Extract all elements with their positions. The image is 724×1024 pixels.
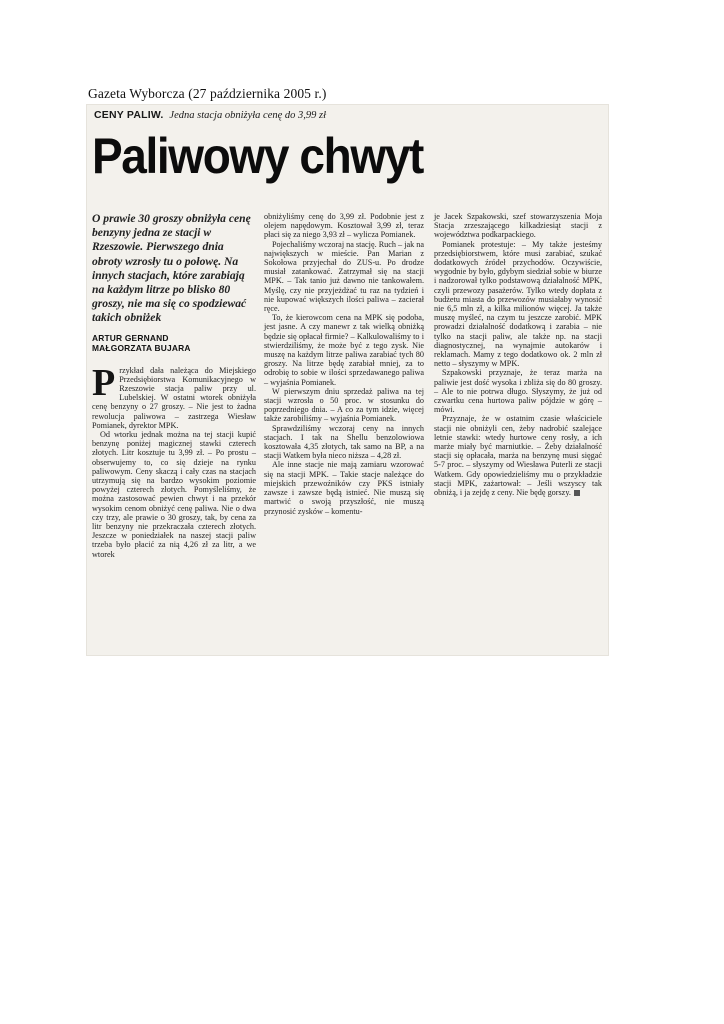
body-paragraph: Od wtorku jednak można na tej stacji kupić benzynę poniżej magicznej stawki czterech złotych. Litr kosztuje tu 3,99 zł. – Po prostu – obserwujemy to, co się dzieje na rynku paliwowym. Ceny skaczą i cały czas na stacjach utrzymują się na bardzo wysokim poziomie powyżej czterech złotych. Pomyśleliśmy, że można zastosować pewien chwyt i na przekór wysokim cenom obniżyć cenę paliwa. Nie o dwa czy trzy, ale prawie o 30 groszy, tak, by cena za litr benzyny nie przekraczała czterech złotych. Jeszcze w poniedziałek na naszej stacji paliw trzeba było płacić za nią 4,26 zł za litr, a we wtorek — [92, 430, 256, 559]
body-paragraph: Pojechaliśmy wczoraj na stację. Ruch – jak na największych w mieście. Pan Marian z Sokołowa przyjechał do ZUS-u. Po drodze musiał zatankować. Zatrzymał się na stacji MPK. – Tak tanio już dawno nie tankowałem. Myślę, czy nie przyjeżdżać tu raz na tydzień i nie kupować większych ilości paliwa – zacierał ręce. — [264, 239, 424, 314]
byline — [92, 333, 256, 353]
column-1 — [92, 212, 256, 559]
body-paragraph — [434, 414, 602, 497]
body-paragraph: Szpakowski przyznaje, że teraz marża na paliwie jest dość wysoka i zbliża się do 80 groszy. – Ale to nie potrwa długo. Słyszymy, że już od czwartku cena hurtowa paliw pójdzie w górę – mówi. — [434, 368, 602, 415]
section-label: CENY PALIW. — [94, 109, 164, 121]
body-paragraph: obniżyliśmy cenę do 3,99 zł. Podobnie jest z olejem napędowym. Kosztował 3,99 zł, teraz płaci się za niego 3,93 zł – wylicza Pomianek. — [264, 212, 424, 240]
body-paragraph: Pomianek protestuje: – My także jesteśmy przedsiębiorstwem, które musi zarabiać, szukać dodatkowych źródeł przychodów. Oczywiście, wygodnie by było, gdybym siedział sobie w biurze i nadzorował tylko podstawową działalność MPK, czyli przewozy pasażerów. Tylko wtedy dopłata z budżetu miasta do przewozów musiałaby wynosić nie 6,5 mln zł, a kilka milionów więcej. Ja także muszę myśleć, na czym tu jeszcze zarobić. MPK prowadzi działalność dodatkową i zarabia – nie tylko na stacji paliw, ale także np. na stacji diagnostycznej, na wynajmie autokarów i reklamach. Mamy z tego dodatkowo ok. 2 mln zł netto – słyszymy w MPK. — [434, 239, 602, 369]
end-of-article-mark — [574, 490, 580, 496]
kicker: Jedna stacja obniżyła cenę do 3,99 zł — [169, 110, 327, 121]
author-name: MAŁGORZATA BUJARA — [92, 342, 191, 353]
column-3 — [434, 212, 602, 497]
body-paragraph: je Jacek Szpakowski, szef stowarzyszenia Moja Stacja zrzeszającego kilkadziesiąt stacji z województwa podkarpackiego. — [434, 212, 602, 240]
body-paragraph: Ale inne stacje nie mają zamiaru wzorować się na stacji MPK. – Takie stacje należące do miejskich przewoźników czy PKS istniały zawsze i zawsze będą istnieć. Nie muszą się martwić o swoją przyszłość, nie muszą przynosić zysków – komentu- — [264, 460, 424, 516]
body-text: Przyznaje, że w ostatnim czasie właściciele stacji nie obniżyli cen, żeby nadrobić szalejące letnie stawki: wtedy hurtowe ceny rosły, a ich marże miały być marniutkie. – Żeby działalność stacji się opłacała, marża na benzynę musi sięgać 5-7 proc. – słyszymy od Wiesława Puterli ze stacji Watkem. Gdy opowiedzieliśmy mu o przykładzie stacji MPK, zażartował: – Jeśli wszyscy tak obniżą, i ja zejdę z ceny. Nie będę gorszy. — [434, 414, 602, 498]
body-paragraph: Sprawdziliśmy wczoraj ceny na innych stacjach. I tak na Shellu benzolowiowa kosztowała 4,35 złotych, tak samo na BP, a na stacji Watkem była nieco niższa – 4,28 zł. — [264, 423, 424, 461]
column-2 — [264, 212, 424, 516]
source-caption: Gazeta Wyborcza (27 października 2005 r.) — [88, 86, 327, 101]
author-name: ARTUR GERNAND — [92, 332, 169, 343]
drop-cap: P — [92, 361, 116, 404]
section-header — [94, 109, 599, 121]
lead-paragraph: O prawie 30 groszy obniżyła cenę benzyny jedna ze stacji w Rzeszowie. Pierwszego dnia obroty wzrosły tu o połowę. Na innych stacjach, które zarabiają na każdym litrze po blisko 80 groszy, nie ma się co spodziewać takich obniżek — [92, 212, 251, 325]
newspaper-clipping — [86, 104, 609, 656]
headline: Paliwowy chwyt — [92, 128, 423, 184]
body-paragraph: W pierwszym dniu sprzedaż paliwa na tej stacji wzrosła o 50 proc. w stosunku do poprzedniego dnia. – A co za tym idzie, więcej także zarobiliśmy – wyjaśnia Pomianek. — [264, 386, 424, 424]
body-paragraph: To, że kierowcom cena na MPK się podoba, jest jasne. A czy manewr z tak wielką obniżką będzie się opłacał firmie? – Kalkulowaliśmy to i stwierdziliśmy, że może być z tego zysk. Nie muszę na każdym litrze paliwa zarabiać tych 80 groszy. Na litrze będę zarabiał mniej, za to odrobię to sobie w ilości sprzedawanego paliwa – wyjaśnia Pomianek. — [264, 313, 424, 387]
body-paragraph: rzykład dała należąca do Miejskiego Przedsiębiorstwa Komunikacyjnego w Rzeszowie stacja paliw przy ul. Lubelskiej. W ostatni wtorek obniżyła cenę benzyny o 27 groszy. – Nie jest to żadna rewolucja paliwowa – zastrzega Wiesław Pomianek, dyrektor MPK. — [92, 365, 256, 430]
first-paragraph — [92, 361, 256, 430]
